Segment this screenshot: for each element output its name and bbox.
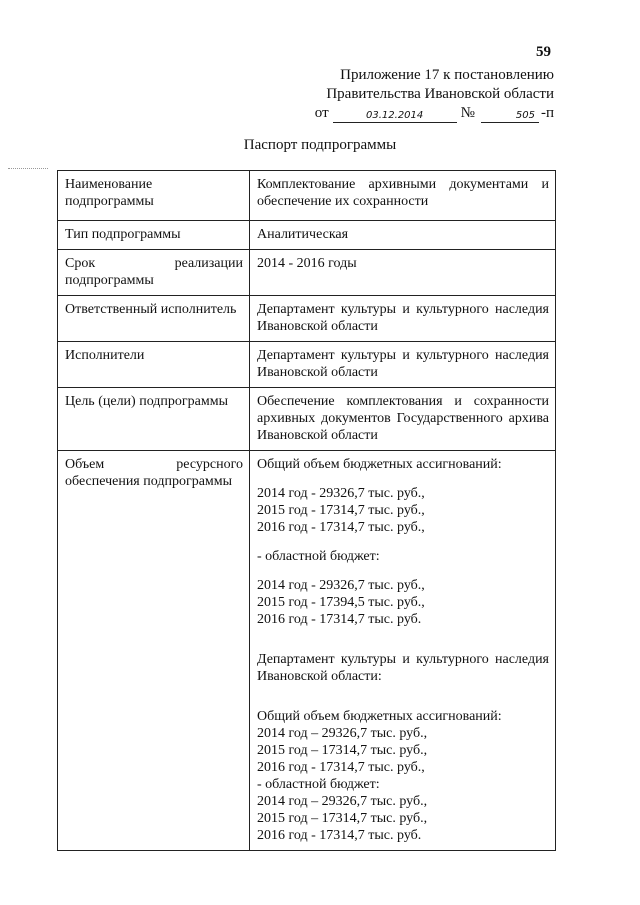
from-label: от xyxy=(314,105,329,121)
table-row xyxy=(58,342,556,388)
table-row-funding xyxy=(58,451,556,851)
scan-artifact-line xyxy=(8,168,48,169)
row-label: Наименование подпрограммы xyxy=(58,171,250,221)
handwritten-date: 03.12.2014 xyxy=(333,110,457,123)
funding-line: 2016 год - 17314,7 тыс. руб., xyxy=(257,760,425,775)
department-heading: Департамент культуры и культурного наследия Ивановской области: xyxy=(257,652,549,684)
funding-line: 2014 год - 29326,7 тыс. руб., xyxy=(257,578,425,593)
row-label: Тип подпрограммы xyxy=(58,221,250,250)
table-row xyxy=(58,388,556,451)
table-row xyxy=(58,221,556,250)
row-label: Цель (цели) подпрограммы xyxy=(58,388,250,451)
funding-line: 2014 год – 29326,7 тыс. руб., xyxy=(257,726,428,741)
passport-table xyxy=(57,170,556,851)
funding-line: 2015 год – 17314,7 тыс. руб., xyxy=(257,743,428,758)
funding-label: Объем ресурсного обеспечения подпрограммы xyxy=(58,451,250,851)
table-row xyxy=(58,296,556,342)
table-row xyxy=(58,250,556,296)
appendix-header xyxy=(315,66,554,123)
document-title: Паспорт подпрограммы xyxy=(243,137,397,153)
row-label: Ответственный исполнитель xyxy=(58,296,250,342)
row-label: Срок реализации подпрограммы xyxy=(58,250,250,296)
row-value: Департамент культуры и культурного наследия Ивановской области xyxy=(250,296,556,342)
appendix-line-3 xyxy=(315,104,554,123)
funding-line: 2016 год - 17314,7 тыс. руб. xyxy=(257,828,422,843)
funding-line: 2015 год – 17314,7 тыс. руб., xyxy=(257,811,428,826)
number-label: № xyxy=(460,105,475,121)
funding-regional-heading: - областной бюджет: xyxy=(257,549,380,564)
dept-total-heading: Общий объем бюджетных ассигнований: xyxy=(257,709,502,724)
appendix-line-2: Правительства Ивановской области xyxy=(326,86,554,102)
row-value: Департамент культуры и культурного наследия Ивановской области xyxy=(250,342,556,388)
funding-total-heading: Общий объем бюджетных ассигнований: xyxy=(257,457,502,472)
row-value: Обеспечение комплектования и сохранности архивных документов Государственного архива Ивановской области xyxy=(250,388,556,451)
funding-line: 2015 год - 17314,7 тыс. руб., xyxy=(257,503,425,518)
appendix-line-1: Приложение 17 к постановлению xyxy=(340,67,554,83)
row-value: Аналитическая xyxy=(250,221,556,250)
dept-regional-heading: - областной бюджет: xyxy=(257,777,380,792)
funding-line: 2015 год - 17394,5 тыс. руб., xyxy=(257,595,425,610)
funding-line: 2014 год - 29326,7 тыс. руб., xyxy=(257,486,425,501)
funding-value xyxy=(250,451,556,851)
table-row xyxy=(58,171,556,221)
funding-line: 2014 год – 29326,7 тыс. руб., xyxy=(257,794,428,809)
funding-line: 2016 год - 17314,7 тыс. руб. xyxy=(257,612,422,627)
row-label: Исполнители xyxy=(58,342,250,388)
handwritten-number: 505 xyxy=(481,110,539,123)
number-suffix: -п xyxy=(540,105,554,121)
row-value: Комплектование архивными документами и обеспечение их сохранности xyxy=(250,171,556,221)
funding-line: 2016 год - 17314,7 тыс. руб., xyxy=(257,520,425,535)
row-value: 2014 - 2016 годы xyxy=(250,250,556,296)
page-number: 59 xyxy=(536,44,551,60)
